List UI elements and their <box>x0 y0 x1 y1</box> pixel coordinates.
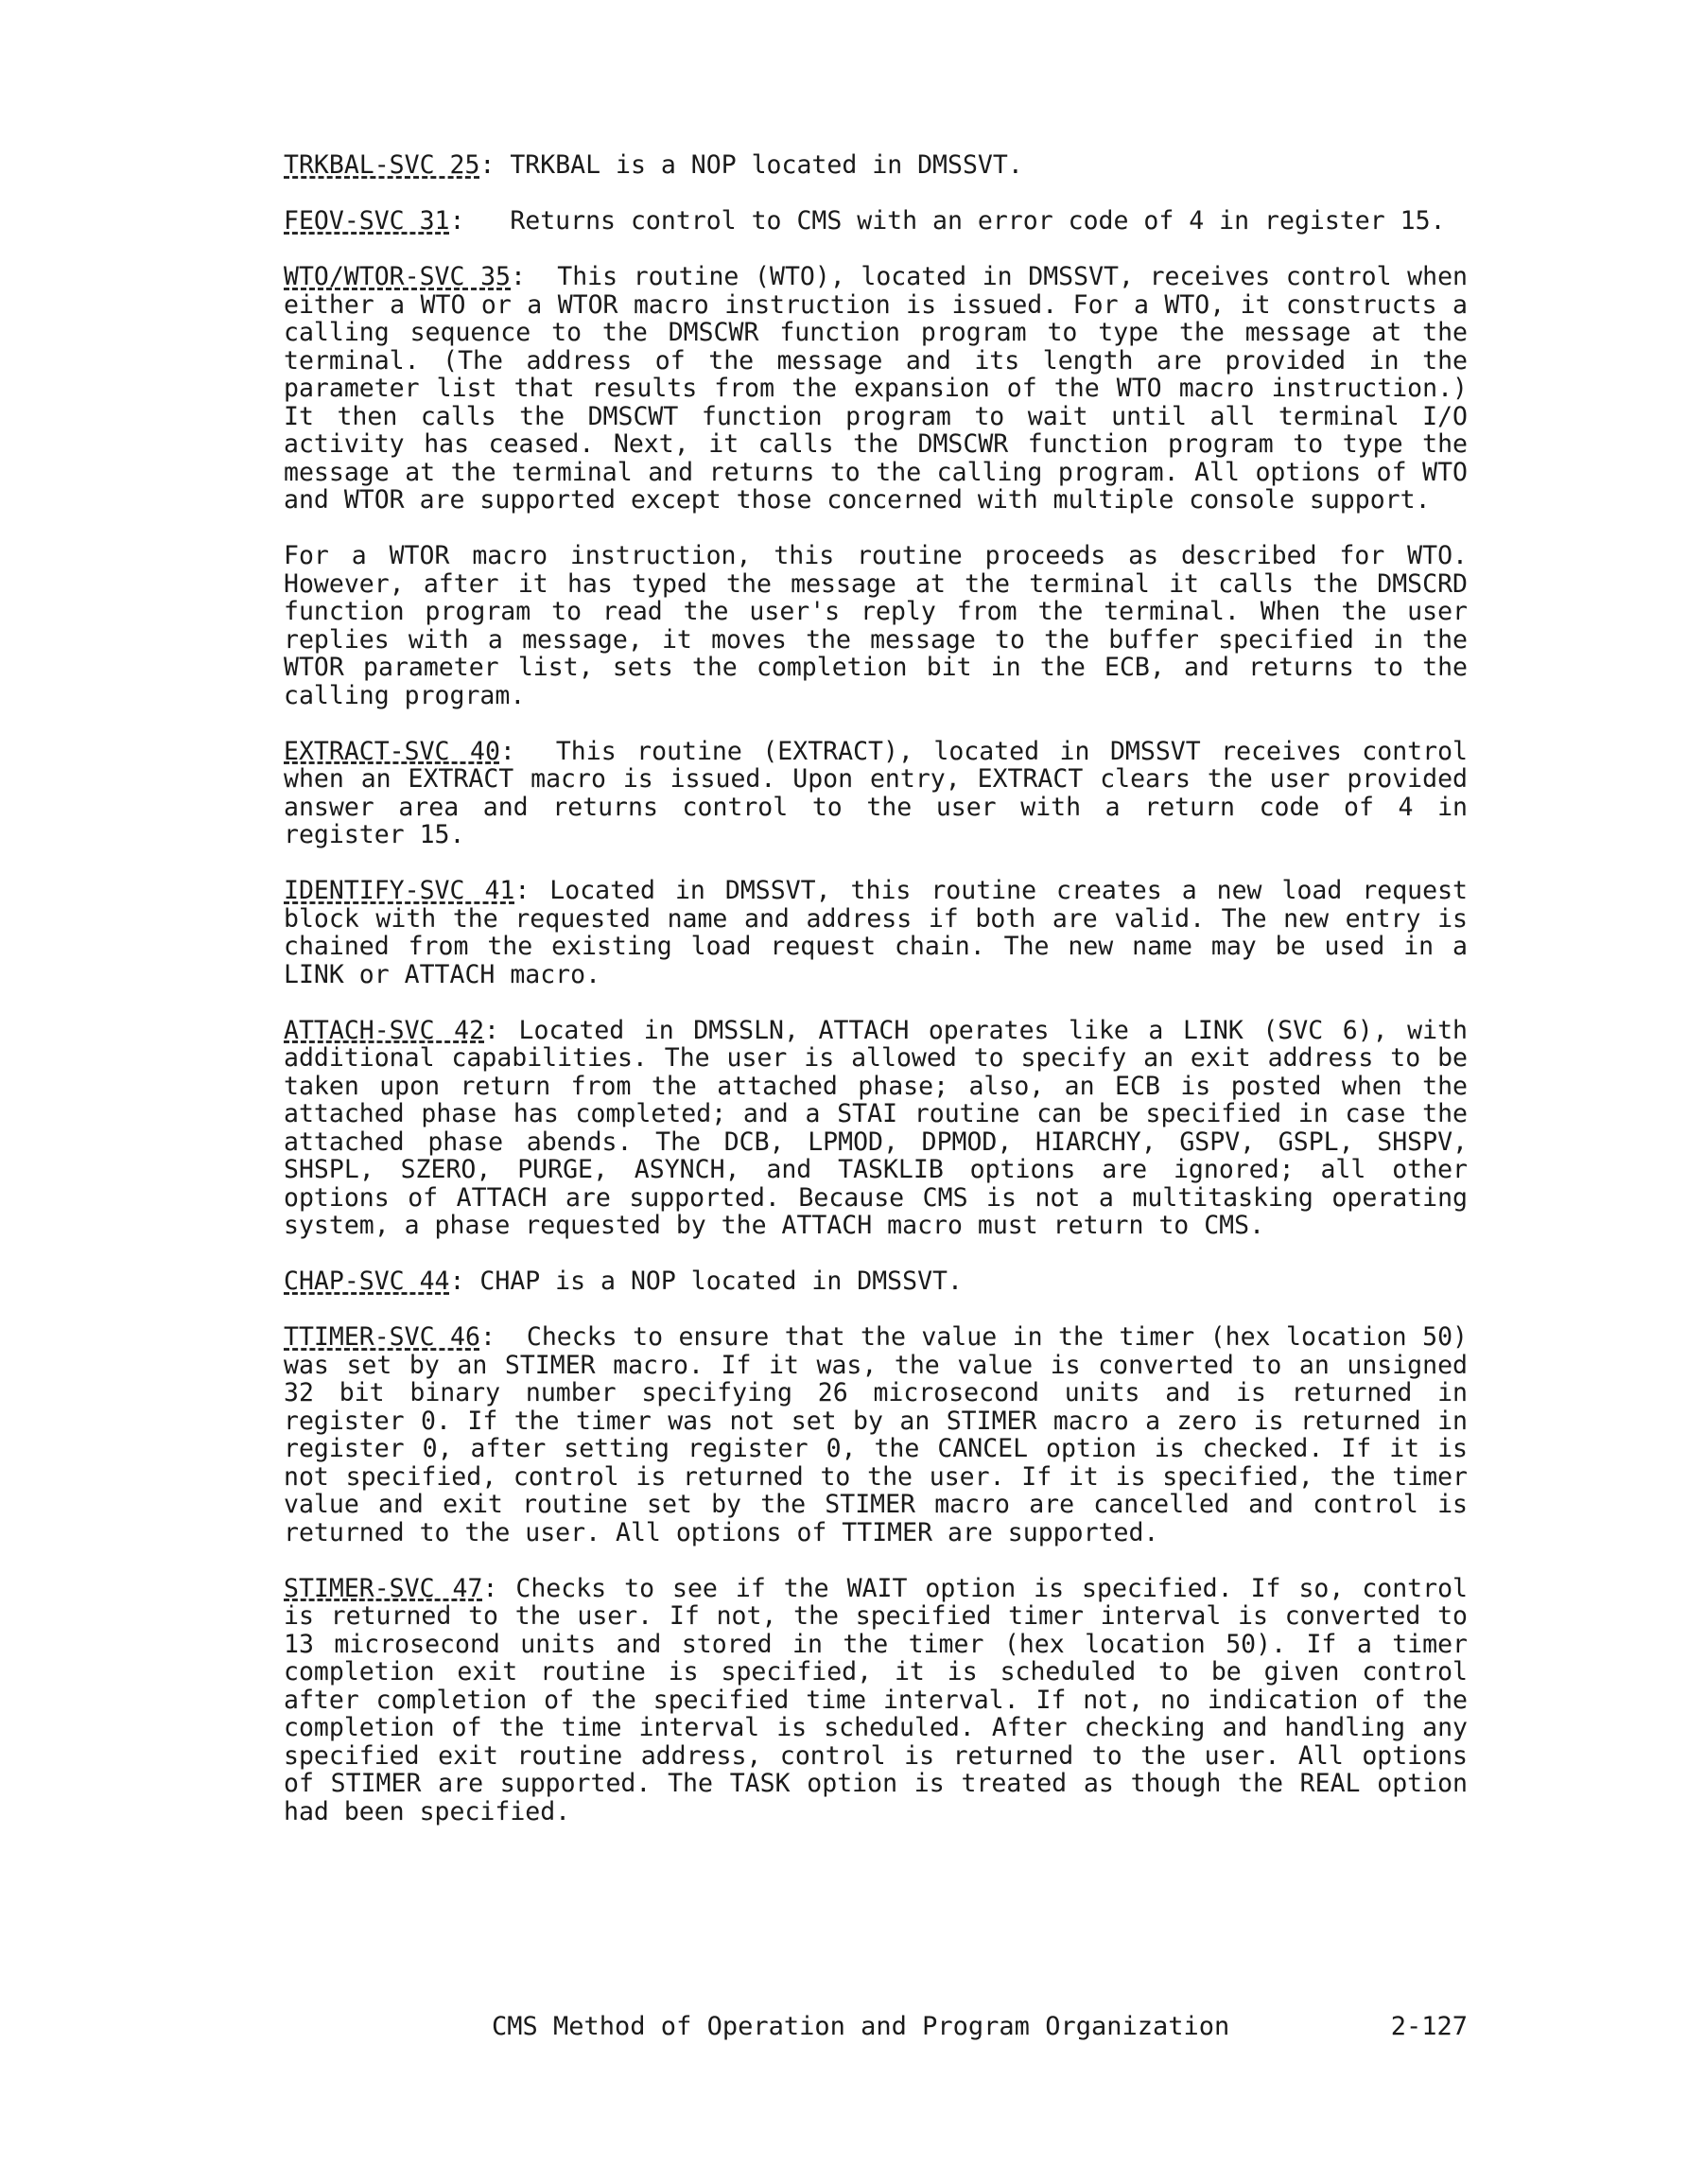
section-body: For a WTOR macro instruction, this routine proceeds as described for WTO. However, after it has typed the message at the terminal it calls the DMSCRD function program to read the user's reply from the terminal. When the user replies with a message, it moves the message to the buffer specified in the WTOR parameter list, sets the completion bit in the ECB, and returns to the calling program. <box>284 541 1483 710</box>
section-body: : This routine (WTO), located in DMSSVT, receives control when either a WTO or a WTOR macro instruction is issued. For a WTO, it constructs a calling sequence to the DMSCWR function program to type the message at the terminal. (The address of the message and its length are provided in the parameter list that results from the expansion of the WTO macro instruction.) It then calls the DMSCWT function program to wait until all terminal I/O activity has ceased. Next, it calls the DMSCWR function program to type the message at the terminal and returns to the calling program. All options of WTO and WTOR are supported except those concerned with multiple console support. <box>284 262 1483 515</box>
section-heading: FEOV-SVC 31 <box>284 206 450 236</box>
section-wtor-continued <box>284 541 1483 710</box>
footer-title: CMS Method of Operation and Program Organization <box>492 2012 1230 2041</box>
section-heading: TTIMER-SVC 46 <box>284 1322 480 1352</box>
section-trkbal <box>284 151 1468 180</box>
section-body: : TRKBAL is a NOP located in DMSSVT. <box>479 150 1023 180</box>
section-body: : Checks to ensure that the value in the timer (hex location 50) was set by an STIMER macro. If it was, the value is converted to an unsigned 32 bit binary number specifying 26 microsecond units and is returned in register 0. If the timer was not set by an STIMER macro a zero is returned in register 0, after setting register 0, the CANCEL option is checked. If it is not specified, control is returned to the user. If it is specified, the timer value and exit routine set by the STIMER macro are cancelled and control is returned to the user. All options of TTIMER are supported. <box>284 1322 1483 1547</box>
section-heading: STIMER-SVC 47 <box>284 1573 483 1603</box>
section-heading: ATTACH-SVC 42 <box>284 1015 485 1045</box>
section-heading: TRKBAL-SVC 25 <box>284 150 480 180</box>
section-body: : CHAP is a NOP located in DMSSVT. <box>449 1267 963 1296</box>
section-attach <box>284 1015 1483 1240</box>
section-body: : Located in DMSSVT, this routine creates a new load request block with the requested name and address if both are valid. The new entry is chained from the existing load request chain. The new name may be used in a LINK or ATTACH macro. <box>284 876 1483 989</box>
page-footer <box>492 2012 1468 2042</box>
section-heading: EXTRACT-SVC 40 <box>284 736 500 766</box>
section-ttimer <box>284 1322 1483 1547</box>
section-feov <box>284 207 1468 236</box>
section-body: : This routine (EXTRACT), located in DMSSVT receives control when an EXTRACT macro is issued. Upon entry, EXTRACT clears the user provided answer area and returns control to the user with a return code of 4 in register 15. <box>284 736 1483 849</box>
section-wto-wtor <box>284 262 1483 515</box>
section-heading: WTO/WTOR-SVC 35 <box>284 262 512 291</box>
section-body: : Located in DMSSLN, ATTACH operates like a LINK (SVC 6), with additional capabilities. The user is allowed to specify an exit address to be taken upon return from the attached phase; also, an ECB is posted when the attached phase has completed; and a STAI routine can be specified in case the attached phase abends. The DCB, LPMOD, DPMOD, HIARCHY, GSPV, GSPL, SHSPV, SHSPL, SZERO, PURGE, ASYNCH, and TASKLIB options are ignored; all other options of ATTACH are supported. Because CMS is not a multitasking operating system, a phase requested by the ATTACH macro must return to CMS. <box>284 1015 1483 1240</box>
section-body: : Returns control to CMS with an error code of 4 in register 15. <box>449 206 1446 236</box>
section-heading: IDENTIFY-SVC 41 <box>284 876 515 905</box>
section-extract <box>284 736 1483 849</box>
section-stimer <box>284 1573 1483 1826</box>
section-body: : Checks to see if the WAIT option is specified. If so, control is returned to the user. If not, the specified timer interval is converted to 13 microsecond units and stored in the timer (hex location 50). If a timer completion exit routine is specified, it is scheduled to be given control after completion of the specified time interval. If not, no indication of the completion of the time interval is scheduled. After checking and handling any specified exit routine address, control is returned to the user. All options of STIMER are supported. The TASK option is treated as though the REAL option had been specified. <box>284 1573 1483 1826</box>
section-heading: CHAP-SVC 44 <box>284 1267 450 1296</box>
section-identify <box>284 876 1483 989</box>
section-chap <box>284 1267 1468 1296</box>
page-number: 2-127 <box>1390 2012 1468 2041</box>
document-page <box>284 150 1483 1854</box>
